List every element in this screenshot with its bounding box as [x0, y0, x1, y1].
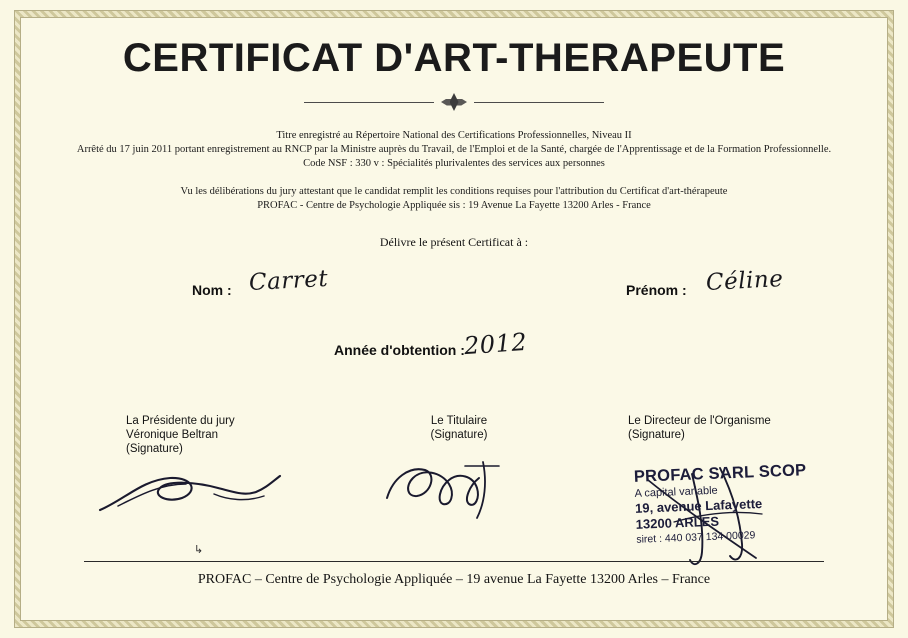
signature-block-president: [126, 414, 356, 456]
stamp-siret: siret : 440 037 134 00029: [636, 529, 756, 546]
directeur-caption: (Signature): [628, 429, 685, 441]
jury-line-1: Vu les délibérations du jury attestant que le candidat remplit les conditions requises pour l'attribution du Certificat d'art-thérapeute: [180, 186, 728, 197]
nom-value: Carret: [248, 265, 329, 297]
legal-paragraph-registration: [34, 129, 874, 171]
signatures-row: [34, 414, 874, 584]
stamp-street: 19, avenue Lafayette: [634, 495, 763, 516]
prenom-label: Prénom :: [626, 282, 687, 298]
diamond-icon: [445, 93, 463, 111]
president-role: La Présidente du jury: [126, 415, 235, 427]
stamp-company-name: PROFAC SARL SCOP: [633, 461, 807, 486]
year-field-row: [34, 327, 874, 372]
titulaire-role: Le Titulaire: [430, 415, 488, 427]
diamond-divider-icon: [34, 89, 874, 115]
handwritten-signature-titulaire: [379, 452, 529, 532]
divider-line-left: [304, 102, 434, 103]
legal-line-3: Code NSF : 330 v : Spécialités plurivalentes des services aux personnes: [303, 158, 605, 169]
certificate-title: CERTIFICAT D'ART-THERAPEUTE: [122, 36, 786, 80]
footer-address: PROFAC – Centre de Psychologie Appliquée – 19 avenue La Fayette 13200 Arles – France: [197, 572, 711, 587]
signature-block-titulaire: [359, 414, 559, 442]
company-stamp: [634, 460, 837, 546]
legal-line-2: Arrêté du 17 juin 2011 portant enregistrement au RNCP par la Ministre auprès du Travail, de l'Emploi et de la Santé, chargée de l'Apprentissage et de la Formation Professionnelle.: [76, 144, 832, 155]
directeur-role: Le Directeur de l'Organisme: [628, 415, 771, 427]
president-name: Véronique Beltran: [126, 429, 219, 441]
footer-divider: [84, 544, 824, 562]
delivered-to-label: Délivre le présent Certificat à :: [379, 235, 529, 249]
legal-paragraph-jury: [34, 185, 874, 213]
jury-line-2: PROFAC - Centre de Psychologie Appliquée sis : 19 Avenue La Fayette 13200 Arles - France: [257, 200, 651, 211]
signature-block-directeur: [590, 414, 850, 442]
handwritten-signature-president: [94, 466, 294, 526]
divider-line-right: [474, 102, 604, 103]
legal-line-1: Titre enregistré au Répertoire National des Certifications Professionnelles, Niveau II: [276, 130, 632, 141]
nom-label: Nom :: [192, 282, 232, 298]
certificate-content: [34, 28, 874, 610]
name-fields-row: [34, 265, 874, 314]
footer-ink-mark: ↳: [194, 544, 204, 556]
certificate-footer: [34, 544, 874, 588]
annee-label: Année d'obtention :: [334, 342, 465, 358]
president-caption: (Signature): [126, 443, 183, 455]
annee-value: 2012: [463, 327, 528, 361]
prenom-value: Céline: [705, 265, 784, 297]
stamp-city: 13200 ARLES: [635, 513, 720, 532]
titulaire-caption: (Signature): [430, 429, 488, 441]
stamp-capital: A capital variable: [634, 484, 718, 500]
